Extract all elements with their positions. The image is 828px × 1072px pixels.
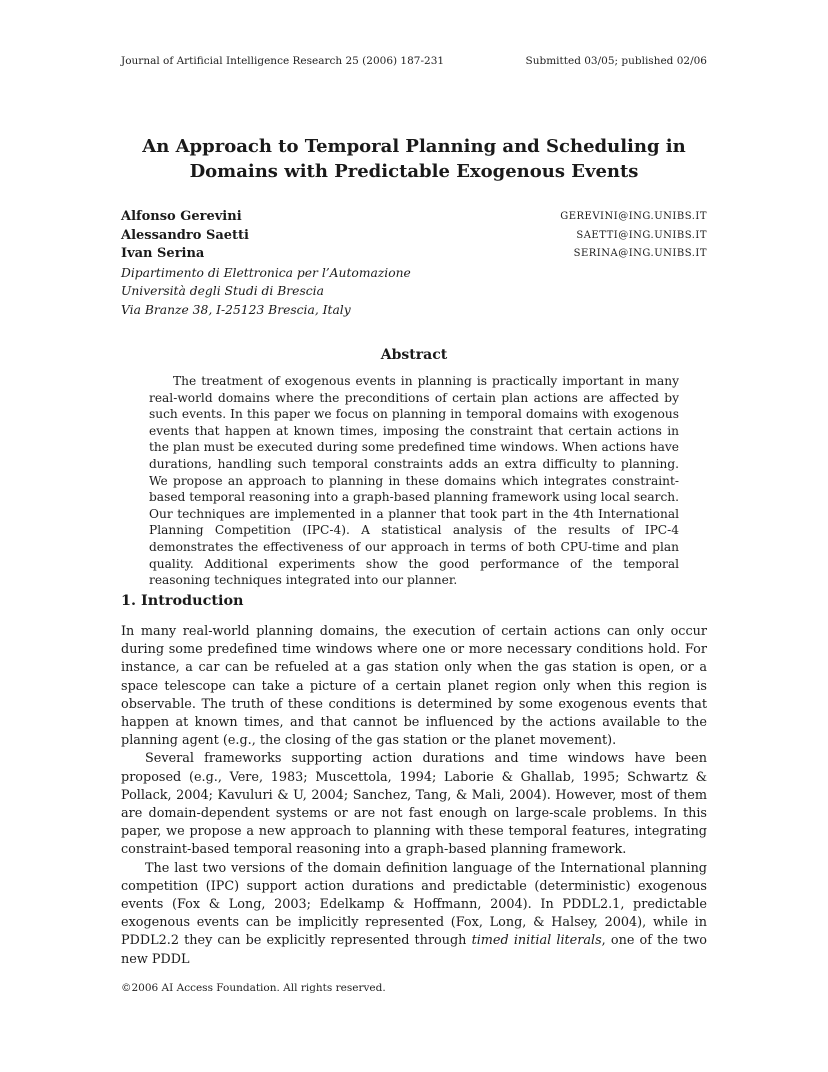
affiliation-university: Università degli Studi di Brescia: [121, 284, 324, 299]
author-email: SERINA@ING.UNIBS.IT: [573, 248, 707, 260]
body-paragraph-3: [121, 860, 707, 969]
author-block: [121, 208, 707, 320]
author-name: Alessandro Saetti: [121, 227, 249, 243]
copyright-footer: ©2006 AI Access Foundation. All rights reserved.: [121, 982, 386, 994]
affiliation-address: Via Branze 38, I-25123 Brescia, Italy: [121, 302, 351, 317]
abstract-heading: Abstract: [380, 347, 448, 363]
author-name: Ivan Serina: [121, 246, 205, 262]
title-line-1: An Approach to Temporal Planning and Scheduling in: [142, 136, 686, 157]
body-paragraph-1: In many real-world planning domains, the execution of certain actions can only occur during some predefined time windows where one or more necessary conditions hold. For instance, a car can be refueled at a gas station only when the gas station is open, or a space telescope can take a picture of a certain planet region only when this region is observable. The truth of these conditions is determined by some exogenous events that happen at known times, and that cannot be influenced by the actions available to the planning agent (e.g., the closing of the gas station or the planet movement).: [121, 624, 707, 749]
author-row: [121, 227, 707, 246]
author-row: [121, 245, 707, 264]
emphasized-term: timed initial literals: [471, 933, 602, 949]
author-name: Alfonso Gerevini: [121, 209, 242, 224]
paper-title: [121, 134, 707, 184]
paragraph-text: , one of the two new PDDL: [121, 933, 707, 967]
introduction-body: [121, 623, 707, 969]
abstract-body: [149, 373, 679, 589]
author-email: GEREVINI@ING.UNIBS.IT: [560, 211, 707, 222]
body-paragraph-2: Several frameworks supporting action durations and time windows have been proposed (e.g., Vere, 1983; Muscettola, 1994; Laborie & Ghallab, 1995; Schwartz & Pollack, 2004; Kavuluri & U, 2004; Sanchez, Tang, & Mali, 2004). However, most of them are domain-dependent systems or are not fast enough on large-scale problems. In this paper, we propose a new approach to planning with these temporal features, integrating constraint-based temporal reasoning into a graph-based planning framework.: [121, 751, 707, 858]
paragraph-text: The last two versions of the domain definition language of the International planning competition (IPC) support action durations and predictable (deterministic) exogenous events (Fox & Long, 2003; Edelkamp & Hoffmann, 2004). In PDDL2.1, predictable exogenous events can be implicitly represented (Fox, Long, & Halsey, 2004), while in PDDL2.2 they can be explicitly represented through: [121, 860, 707, 949]
running-head: [121, 55, 707, 67]
submission-dates: Submitted 03/05; published 02/06: [525, 55, 707, 67]
affiliation-department: Dipartimento di Elettronica per l’Automazione: [121, 265, 411, 280]
abstract-paragraph: The treatment of exogenous events in planning is practically important in many real-world domains where the preconditions of certain plan actions are affected by such events. In this paper we focus on planning in temporal domains with exogenous events that happen at known times, imposing the constraint that certain actions in the plan must be executed during some predefined time windows. When actions have durations, handling such temporal constraints adds an extra difficulty to planning. We propose an approach to planning in these domains which integrates constraint-based temporal reasoning into a graph-based planning framework using local search. Our techniques are implemented in a planner that took part in the 4th International Planning Competition (IPC-4). A statistical analysis of the results of IPC-4 demonstrates the effectiveness of our approach in terms of both CPU-time and plan quality. Additional experiments show the good performance of the temporal reasoning techniques integrated into our planner.: [149, 374, 679, 588]
author-row: [121, 208, 707, 227]
journal-citation: Journal of Artificial Intelligence Research 25 (2006) 187-231: [121, 55, 445, 67]
title-line-2: Domains with Predictable Exogenous Events: [189, 161, 639, 182]
author-email: SAETTI@ING.UNIBS.IT: [576, 229, 707, 241]
section-heading-introduction: 1. Introduction: [121, 592, 244, 609]
